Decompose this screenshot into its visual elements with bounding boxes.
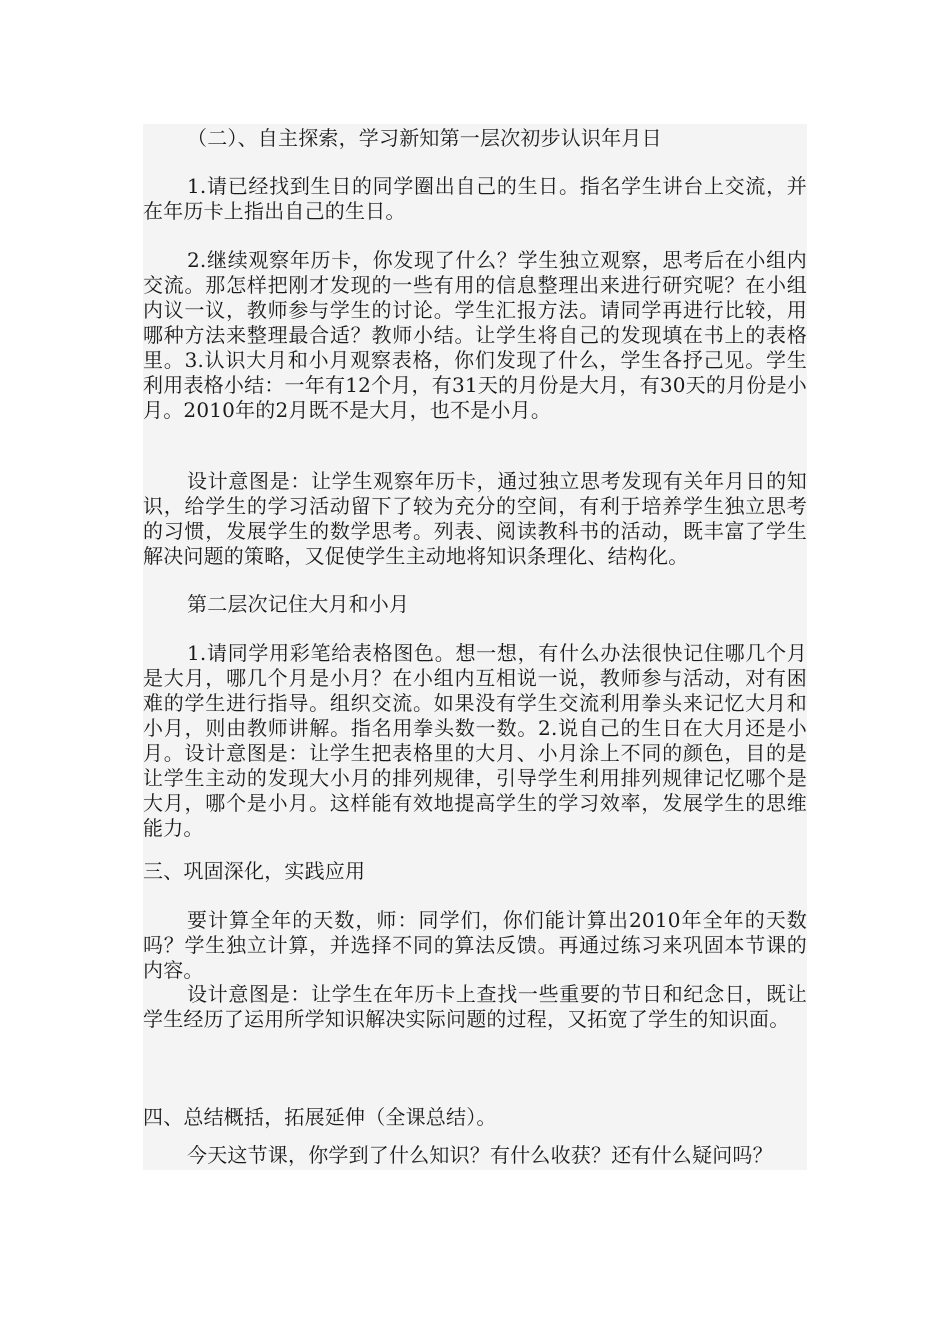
- paragraph-observe-calendar: 2.继续观察年历卡，你发现了什么？学生独立观察，思考后在小组内交流。那怎样把刚才发现的一些有用的信息整理出来进行研究呢？在小组内议一议，教师参与学生的讨论。学生汇报方法。请同学再进行比较，用哪种方法来整理最合适？教师小结。让学生将自己的发现填在书上的表格里。3.认识大月和小月观察表格，你们发现了什么，学生各抒己见。学生利用表格小结：一年有12个月，有31天的月份是大月，有30天的月份是小月。2010年的2月既不是大月，也不是小月。: [143, 248, 807, 422]
- paragraph-color-table: 1.请同学用彩笔给表格图色。想一想，有什么办法很快记住哪几个月是大月，哪几个月是小月？在小组内互相说一说，教师参与活动，对有困难的学生进行指导。组织交流。如果没有学生交流利用拳头来记忆大月和小月，则由教师讲解。指名用拳头数一数。2.说自己的生日在大月还是小月。设计意图是：让学生把表格里的大月、小月涂上不同的颜色，目的是让学生主动的发现大小月的排列规律，引导学生利用排列规律记忆哪个是大月，哪个是小月。这样能有效地提高学生的学习效率，发展学生的思维能力。: [143, 641, 807, 840]
- paragraph-calculate-days: 要计算全年的天数，师：同学们，你们能计算出2010年全年的天数吗？学生独立计算，并选择不同的算法反馈。再通过练习来巩固本节课的内容。: [143, 908, 807, 982]
- paragraph-design-intent-1: 设计意图是：让学生观察年历卡，通过独立思考发现有关年月日的知识，给学生的学习活动留下了较为充分的空间，有利于培养学生独立思考的习惯，发展学生的数学思考。列表、阅读教科书的活动，既丰富了学生解决问题的策略，又促使学生主动地将知识条理化、结构化。: [143, 469, 807, 568]
- paragraph-design-intent-2: 设计意图是：让学生在年历卡上查找一些重要的节日和纪念日，既让学生经历了运用所学知识解决实际问题的过程，又拓宽了学生的知识面。: [143, 982, 807, 1031]
- subheading-remember-months: 第二层次记住大月和小月: [187, 592, 410, 616]
- section-heading-practice: 三、巩固深化，实践应用: [143, 859, 366, 883]
- paragraph-summary-question: 今天这节课，你学到了什么知识？有什么收获？还有什么疑问吗？: [187, 1143, 773, 1167]
- section-heading-explore: （二）、自主探索，学习新知第一层次初步认识年月日: [187, 126, 662, 150]
- section-heading-summary: 四、总结概括，拓展延伸（全课总结）。: [143, 1105, 497, 1129]
- document-body: [143, 124, 807, 1170]
- paragraph-birthday: 1.请已经找到生日的同学圈出自己的生日。指名学生讲台上交流，并在年历卡上指出自己的生日。: [143, 174, 807, 223]
